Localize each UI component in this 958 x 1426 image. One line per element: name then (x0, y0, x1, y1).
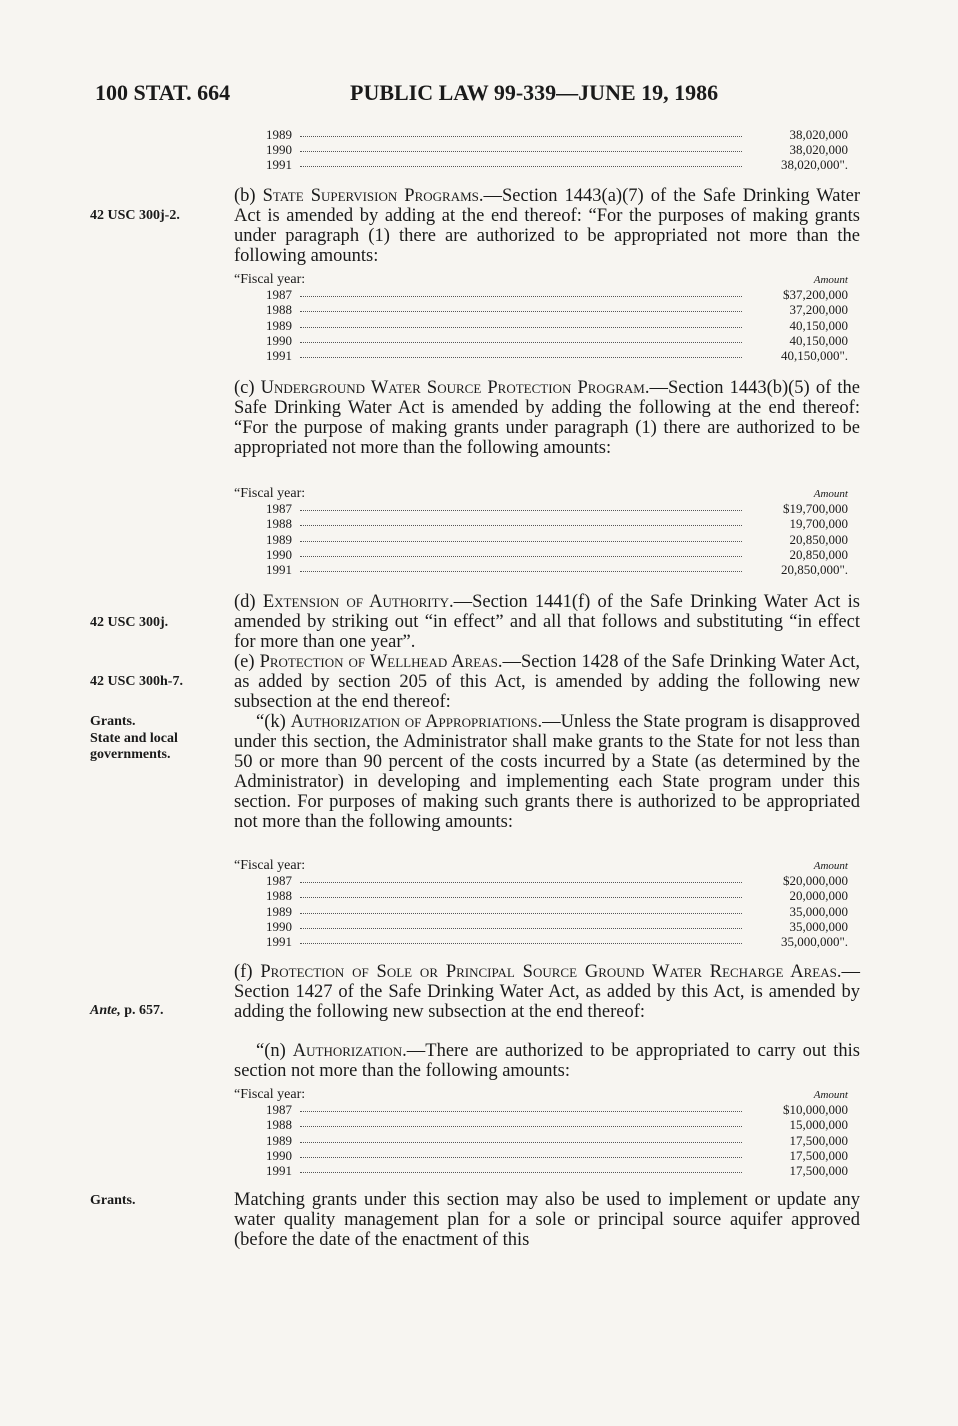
section-b-label: (b) (234, 186, 263, 206)
amount: 38,020,000 (789, 127, 848, 142)
amount: $19,700,000 (783, 501, 848, 517)
amount: 37,200,000 (789, 302, 848, 318)
subsection-k-heading: Authorization of Appropriations. (290, 712, 543, 732)
margin-note-grants-2: Grants. (90, 1193, 136, 1208)
amount: 19,700,000 (789, 516, 848, 532)
fiscal-year: 1990 (266, 332, 292, 348)
dot-leader (300, 928, 742, 929)
amount-label: Amount (813, 1089, 848, 1101)
subsection-k-text: —Unless the State program is disapproved under this section, the Administrator shall make grants to the State for not less than 50 or more than 90 percent of the costs incurred by a State (as determined by the Administrator) in developing and implementing each State program under this section. For purposes of making such grants there is authorized to be appropriated not more than the following amounts: (234, 712, 860, 832)
section-f-paragraph (234, 962, 860, 1022)
table-header (234, 486, 862, 501)
amount: 40,150,000 (789, 332, 848, 348)
dot-leader (300, 897, 742, 898)
section-c-text: —Section 1443(b)(5) of the Safe Drinking Water Act is amended by adding the following at the end thereof: “For the purpose of making grants under paragraph (1) there are authorized to be appropriated not more than the following amounts: (234, 378, 860, 458)
amount: 35,000,000 (789, 903, 848, 919)
fiscal-year: 1987 (266, 1102, 292, 1118)
table-row (234, 1102, 862, 1117)
table-row (234, 547, 862, 562)
table-header (234, 858, 862, 873)
subsection-n-text: —There are authorized to be appropriated to carry out this section not more than the following amounts: (234, 1041, 860, 1081)
section-e-heading: Protection of Wellhead Areas. (259, 652, 503, 672)
fiscal-year: 1988 (266, 888, 292, 904)
final-paragraph: Matching grants under this section may also be used to implement or update any water quality management plan for a sole or principal source aquifer approved (before the date of the enactment of this (234, 1190, 860, 1250)
amount: 20,850,000 (789, 546, 848, 562)
margin-note-usc-300j: 42 USC 300j. (90, 615, 169, 630)
margin-note-grants: Grants. (90, 714, 136, 729)
table-row (234, 127, 862, 142)
section-f-heading: Protection of Sole or Principal Source Ground Water Recharge Areas. (260, 962, 842, 982)
section-c-paragraph (234, 378, 860, 458)
amount: 40,150,000 (789, 317, 848, 333)
ante-page: p. 657. (120, 1003, 164, 1018)
fiscal-year-label: “Fiscal year: (234, 486, 306, 501)
section-b-paragraph (234, 186, 860, 266)
dot-leader (300, 311, 742, 312)
fiscal-year: 1991 (266, 347, 292, 363)
amount-label: Amount (813, 860, 848, 872)
page-header (95, 80, 865, 114)
dot-leader (300, 327, 742, 328)
amount: 35,000,000". (780, 933, 848, 949)
table-row (234, 934, 862, 949)
amount-label: Amount (813, 274, 848, 286)
fiscal-year: 1990 (266, 918, 292, 934)
amount: $20,000,000 (783, 873, 848, 889)
dot-leader (300, 510, 742, 511)
fiscal-year: 1988 (266, 1117, 292, 1133)
amount: 40,150,000". (780, 347, 848, 363)
amount: 35,000,000 (789, 918, 848, 934)
section-c-label: (c) (234, 378, 261, 398)
fiscal-year-label: “Fiscal year: (234, 858, 306, 873)
table-row (234, 348, 862, 363)
amount: $37,200,000 (783, 287, 848, 303)
fiscal-year: 1991 (266, 561, 292, 577)
fiscal-year: 1987 (266, 873, 292, 889)
amount: 15,000,000 (789, 1117, 848, 1133)
dot-leader (300, 882, 742, 883)
dot-leader (300, 525, 742, 526)
dot-leader (300, 296, 742, 297)
dot-leader (300, 151, 742, 152)
table-row (234, 318, 862, 333)
fiscal-year: 1989 (266, 531, 292, 547)
dot-leader (300, 166, 742, 167)
dot-leader (300, 342, 742, 343)
amount-label: Amount (813, 488, 848, 500)
table-row (234, 904, 862, 919)
subsection-n-label: “(n) (256, 1041, 293, 1061)
margin-note-state-local: State and local governments. (90, 731, 178, 762)
table-row (234, 1163, 862, 1178)
amount: 20,000,000 (789, 888, 848, 904)
section-e-paragraph (234, 652, 860, 712)
fiscal-year: 1991 (266, 157, 292, 173)
section-f-text: —Section 1427 of the Safe Drinking Water Act, as added by this Act, is amended by adding the following new subsection at the end thereof: (234, 962, 860, 1022)
section-e-label: (e) (234, 652, 260, 672)
table-k (234, 858, 862, 949)
dot-leader (300, 541, 742, 542)
fiscal-year: 1991 (266, 933, 292, 949)
section-d-heading: Extension of Authority. (262, 592, 454, 612)
dot-leader (300, 1157, 742, 1158)
fiscal-year: 1990 (266, 1147, 292, 1163)
fiscal-year: 1989 (266, 317, 292, 333)
margin-note-usc-300j-2: 42 USC 300j-2. (90, 208, 180, 223)
amount: 17,500,000 (789, 1147, 848, 1163)
ante-italic: Ante, (90, 1003, 121, 1018)
table-row (234, 501, 862, 516)
fiscal-year: 1988 (266, 516, 292, 532)
section-d-label: (d) (234, 592, 263, 612)
fiscal-year: 1987 (266, 501, 292, 517)
fiscal-year: 1988 (266, 302, 292, 318)
dot-leader (300, 943, 742, 944)
table-row (234, 1133, 862, 1148)
fiscal-year: 1987 (266, 287, 292, 303)
section-b-heading: State Supervision Programs. (262, 186, 484, 206)
amount: 17,500,000 (789, 1132, 848, 1148)
table-n (234, 1087, 862, 1178)
amount: 17,500,000 (789, 1162, 848, 1178)
table-row (234, 302, 862, 317)
table-c (234, 486, 862, 577)
table-row (234, 532, 862, 547)
subsection-n-heading: Authorization. (292, 1041, 407, 1061)
table-b (234, 272, 862, 363)
table-row (234, 142, 862, 157)
amount: 38,020,000 (789, 142, 848, 158)
table-row (234, 1117, 862, 1132)
amount: 38,020,000". (780, 157, 848, 173)
table-row (234, 919, 862, 934)
dot-leader (300, 1126, 742, 1127)
section-d-paragraph (234, 592, 860, 652)
section-d-text: —Section 1441(f) of the Safe Drinking Water Act is amended by striking out “in effect” and all that follows and substituting “in effect for more than one year”. (234, 592, 861, 652)
dot-leader (300, 1111, 742, 1112)
table-header (234, 1087, 862, 1102)
section-c-heading: Underground Water Source Protection Program. (260, 378, 650, 398)
table-row (234, 562, 862, 577)
law-title: PUBLIC LAW 99-339—JUNE 19, 1986 (350, 80, 719, 105)
table-row (234, 333, 862, 348)
table-row (234, 1148, 862, 1163)
subsection-k-label: “(k) (256, 712, 291, 732)
amount: $10,000,000 (783, 1102, 848, 1118)
dot-leader (300, 357, 742, 358)
section-e-text: —Section 1428 of the Safe Drinking Water Act, as added by section 205 of this Act, is amended by adding the following new subsection at the end thereof: (234, 652, 860, 712)
table-row (234, 157, 862, 172)
fiscal-year: 1989 (266, 903, 292, 919)
stat-page-number: 100 STAT. 664 (95, 80, 231, 105)
dot-leader (300, 571, 742, 572)
table-row (234, 516, 862, 531)
table-row (234, 888, 862, 903)
dot-leader (300, 136, 742, 137)
table-row (234, 873, 862, 888)
fiscal-year-label: “Fiscal year: (234, 1087, 306, 1102)
table-header (234, 272, 862, 287)
fiscal-year: 1991 (266, 1162, 292, 1178)
fiscal-year: 1990 (266, 546, 292, 562)
margin-note-ante (90, 1003, 225, 1019)
fiscal-year: 1989 (266, 1132, 292, 1148)
section-f-label: (f) (234, 962, 261, 982)
table-top-continuation (234, 127, 862, 173)
amount: 20,850,000 (789, 531, 848, 547)
subsection-n-paragraph (234, 1041, 860, 1081)
dot-leader (300, 1142, 742, 1143)
fiscal-year: 1989 (266, 127, 292, 142)
amount: 20,850,000". (780, 561, 848, 577)
fiscal-year-label: “Fiscal year: (234, 272, 306, 287)
table-row (234, 287, 862, 302)
subsection-k-paragraph (234, 712, 860, 832)
dot-leader (300, 913, 742, 914)
fiscal-year: 1990 (266, 142, 292, 158)
margin-note-usc-300h-7: 42 USC 300h-7. (90, 674, 183, 689)
dot-leader (300, 1172, 742, 1173)
section-b-text: —Section 1443(a)(7) of the Safe Drinking Water Act is amended by adding at the end thereof: “For the purposes of making grants under paragraph (1) there are authorized to be appropriated not more than the following amounts: (234, 186, 860, 266)
dot-leader (300, 556, 742, 557)
